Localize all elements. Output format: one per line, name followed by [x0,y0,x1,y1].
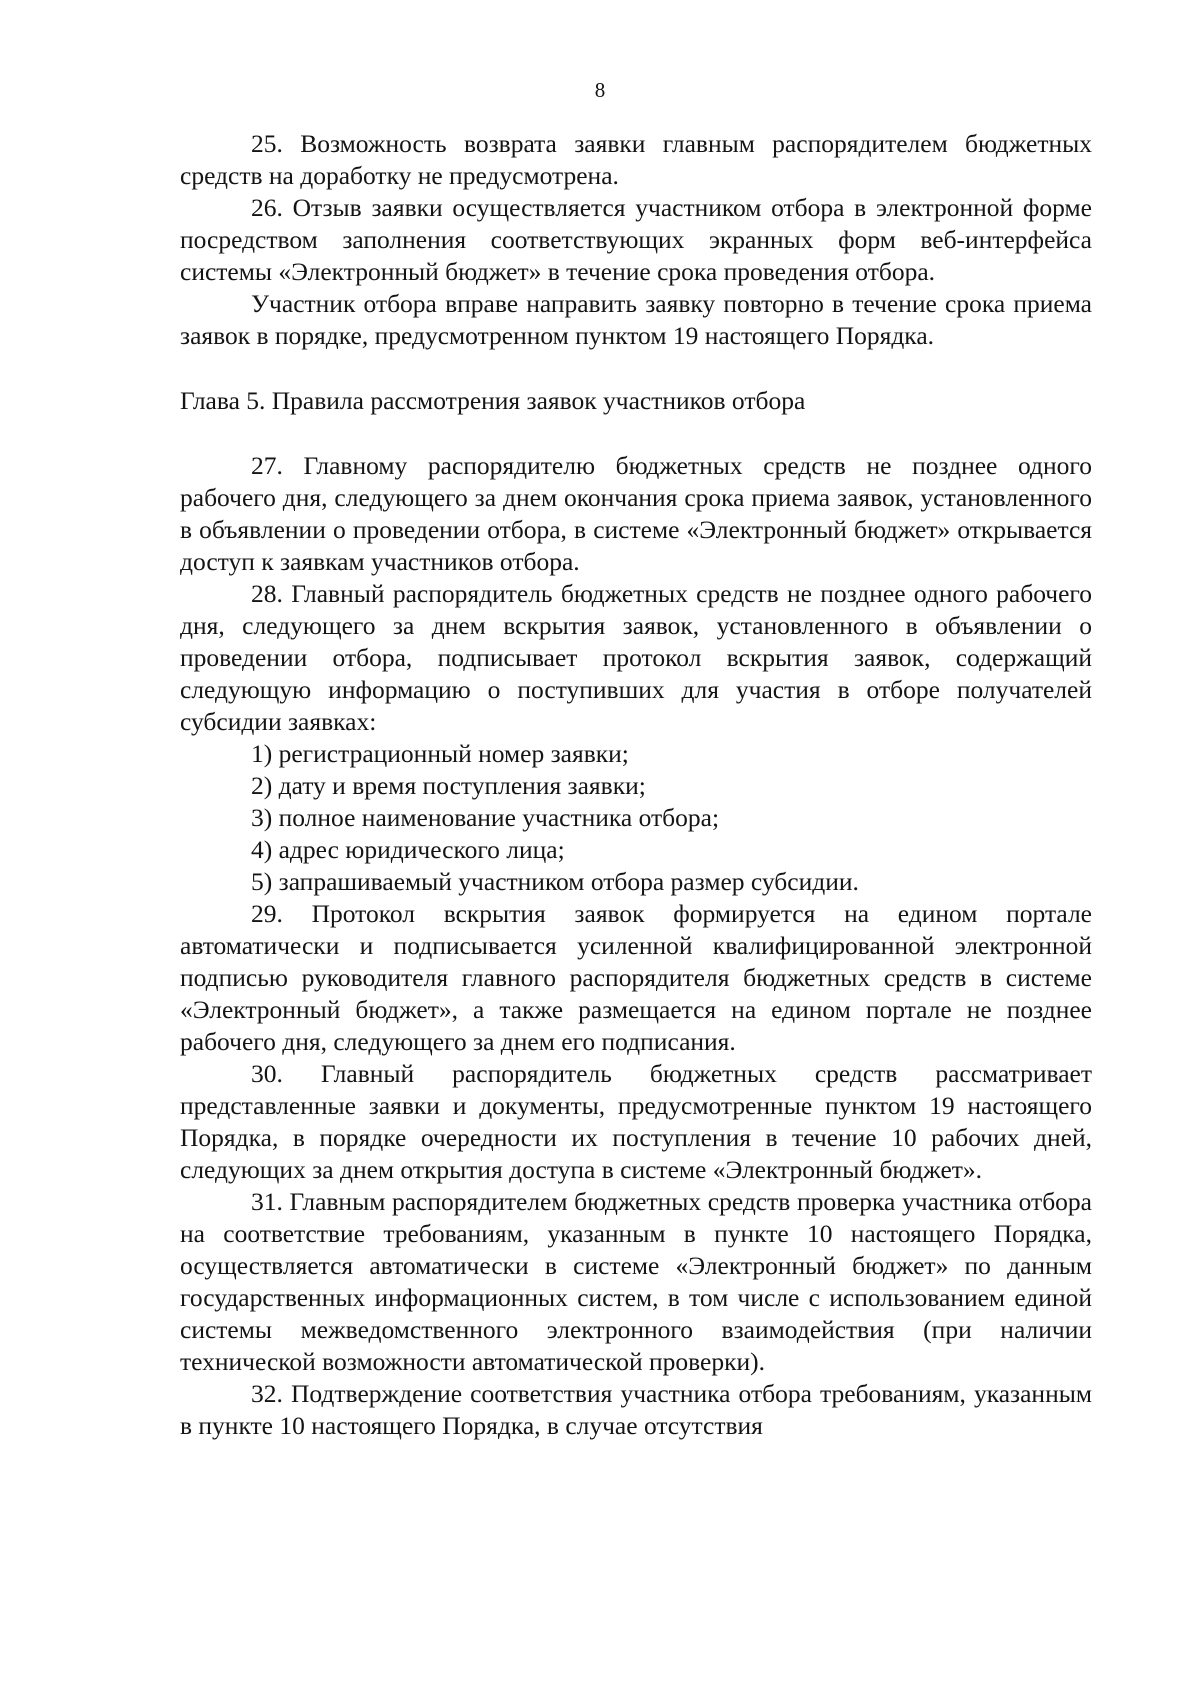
list-item-3: 3) полное наименование участника отбора; [251,803,720,832]
paragraph-29: 29. Протокол вскрытия заявок формируется на едином портале автоматически и подписывается усиленной квалифицированной электронной подписью руководителя главного распорядителя бюджетных средств в системе «Электронный бюджет», а также размещается на едином портале не позднее рабочего дня, следующего за днем его подписания. [180,899,1092,1056]
paragraph-26: 26. Отзыв заявки осуществляется участником отбора в электронной форме посредством заполнения соответствующих экранных форм веб-интерфейса системы «Электронный бюджет» в течение срока проведения отбора. [180,193,1092,286]
document-body [180,128,1092,1442]
paragraph-27: 27. Главному распорядителю бюджетных средств не позднее одного рабочего дня, следующего за днем окончания срока приема заявок, установленного в объявлении о проведении отбора, в системе «Электронный бюджет» открывается доступ к заявкам участников отбора. [180,451,1092,576]
paragraph-31: 31. Главным распорядителем бюджетных средств проверка участника отбора на соответствие требованиям, указанным в пункте 10 настоящего Порядка, осуществляется автоматически в системе «Электронный бюджет» по данным государственных информационных систем, в том числе с использованием единой системы межведомственного электронного взаимодействия (при наличии технической возможности автоматической проверки). [180,1187,1092,1376]
list-item-1: 1) регистрационный номер заявки; [251,739,629,768]
paragraph-32: 32. Подтверждение соответствия участника отбора требованиям, указанным в пункте 10 настоящего Порядка, в случае отсутствия [180,1379,1092,1440]
paragraph-30: 30. Главный распорядитель бюджетных средств рассматривает представленные заявки и документы, предусмотренные пунктом 19 настоящего Порядка, в порядке очередности их поступления в течение 10 рабочих дней, следующих за днем открытия доступа в системе «Электронный бюджет». [180,1059,1092,1184]
list-item-2: 2) дату и время поступления заявки; [251,771,646,800]
paragraph-25: 25. Возможность возврата заявки главным распорядителем бюджетных средств на доработку не предусмотрена. [180,129,1092,190]
list-item-5: 5) запрашиваемый участником отбора размер субсидии. [251,867,859,896]
page-number: 8 [594,78,606,102]
paragraph-28: 28. Главный распорядитель бюджетных средств не позднее одного рабочего дня, следующего за днем вскрытия заявок, установленного в объявлении о проведении отбора, подписывает протокол вскрытия заявок, содержащий следующую информацию о поступивших для участия в отборе получателей субсидии заявках: [180,579,1092,736]
paragraph-26-continuation: Участник отбора вправе направить заявку повторно в течение срока приема заявок в порядке, предусмотренном пунктом 19 настоящего Порядка. [180,289,1092,350]
list-item-4: 4) адрес юридического лица; [251,835,565,864]
chapter-heading: Глава 5. Правила рассмотрения заявок участников отбора [180,386,806,415]
